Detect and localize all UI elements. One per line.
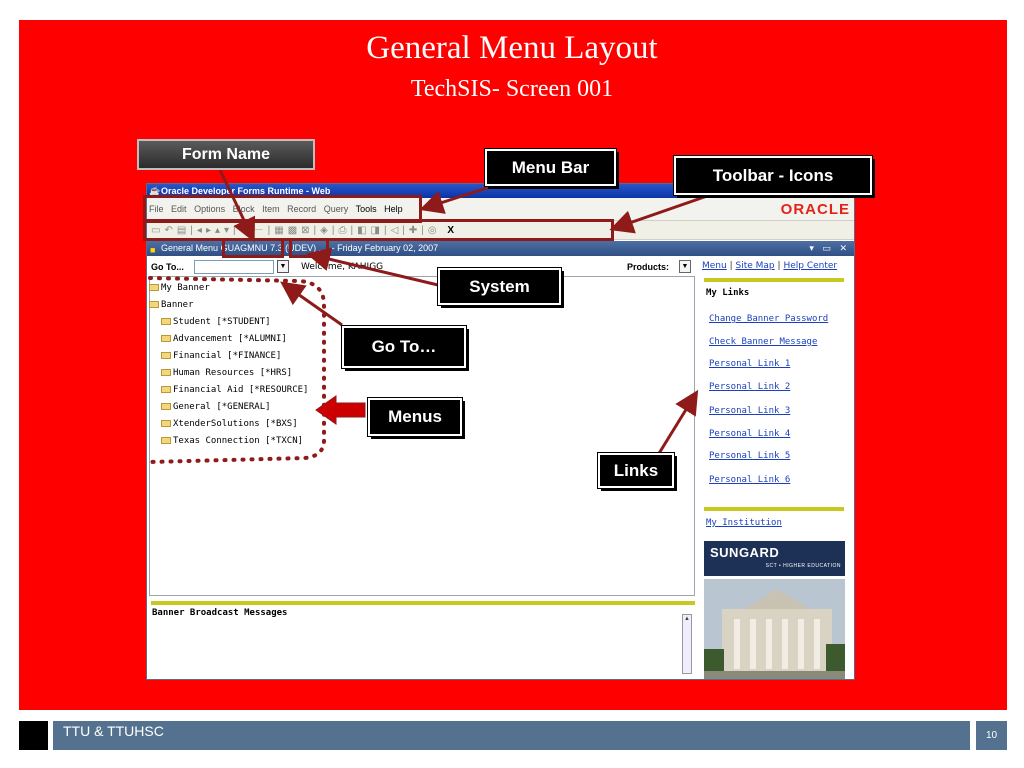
menu-block[interactable]: Block: [232, 204, 255, 214]
page-number: 10: [976, 721, 1007, 750]
oracle-logo: ORACLE: [780, 201, 850, 218]
print-screen-icon[interactable]: ⎙: [338, 225, 351, 236]
speaker-icon[interactable]: ◁: [390, 225, 403, 236]
annotation-goto: Go To…: [342, 326, 466, 368]
sungard-brand: SUNGARD: [710, 545, 780, 560]
footer-text: TTU & TTUHSC: [53, 721, 970, 750]
window-controls[interactable]: ▾ ▭ ✕: [809, 243, 850, 253]
goto-dropdown-icon[interactable]: ▼: [277, 260, 289, 273]
link-personal-5[interactable]: Personal Link 5: [709, 451, 791, 461]
system-name: (UDEV): [285, 243, 317, 253]
link-personal-6[interactable]: Personal Link 6: [709, 475, 791, 485]
tree-item-financial-aid[interactable]: Financial Aid [*RESOURCE]: [149, 382, 308, 399]
link-site-map[interactable]: Site Map: [735, 261, 775, 271]
tree-item-advancement[interactable]: Advancement [*ALUMNI]: [149, 331, 308, 348]
link-check-message[interactable]: Check Banner Message: [709, 337, 818, 347]
window-title: Oracle Developer Forms Runtime - Web: [161, 186, 331, 196]
item-help-icon[interactable]: ◧: [357, 225, 371, 236]
slide-title: General Menu Layout: [366, 30, 658, 66]
menu-item[interactable]: Item: [262, 204, 280, 214]
my-links-heading: My Links: [706, 288, 750, 298]
status-suffix: ...) - Friday February 02, 2007: [318, 243, 439, 253]
exit-icon[interactable]: X: [447, 225, 459, 236]
scroll-up-icon[interactable]: ▲: [684, 616, 690, 622]
link-my-institution[interactable]: My Institution: [706, 518, 782, 528]
menu-help[interactable]: Help: [384, 204, 403, 214]
remove-record-icon[interactable]: －: [253, 225, 268, 236]
menu-record[interactable]: Record: [287, 204, 317, 214]
export-icon[interactable]: ◈: [320, 225, 332, 236]
tree-item-my-banner[interactable]: My Banner: [149, 280, 308, 297]
form-icon: ■: [150, 245, 156, 255]
link-personal-1[interactable]: Personal Link 1: [709, 359, 791, 369]
link-personal-3[interactable]: Personal Link 3: [709, 406, 791, 416]
insert-record-icon[interactable]: ＋: [239, 225, 254, 236]
menu-tools[interactable]: Tools: [355, 204, 377, 214]
menu-file[interactable]: File: [149, 204, 164, 214]
annotation-menu-bar: Menu Bar: [485, 149, 616, 186]
link-menu[interactable]: Menu: [702, 261, 727, 271]
form-name-value: GUAGMNU: [220, 243, 268, 253]
broadcast-label: Banner Broadcast Messages: [152, 608, 288, 618]
link-personal-4[interactable]: Personal Link 4: [709, 429, 791, 439]
products-label: Products:: [627, 262, 670, 272]
products-dropdown-icon[interactable]: ▼: [679, 260, 691, 273]
annotation-form-name: Form Name: [137, 139, 315, 170]
menu-options[interactable]: Options: [194, 204, 226, 214]
form-version: 7.3: [270, 243, 283, 253]
tree-item-financial[interactable]: Financial [*FINANCE]: [149, 348, 308, 365]
annotation-menus: Menus: [368, 398, 462, 436]
help-icon[interactable]: ◎: [427, 225, 441, 236]
cancel-query-icon[interactable]: ⊠: [301, 225, 314, 236]
next-block-icon[interactable]: ▸: [205, 225, 215, 236]
previous-record-icon[interactable]: ▴: [214, 225, 224, 236]
enter-query-icon[interactable]: ▦: [274, 225, 288, 236]
welcome-text: Welcome, KAHIGG: [301, 262, 384, 272]
annotation-toolbar: Toolbar - Icons: [674, 156, 872, 195]
next-record-icon[interactable]: ▾: [224, 225, 234, 236]
tree-item-xtender[interactable]: XtenderSolutions [*BXS]: [149, 416, 308, 433]
status-prefix: General Menu: [161, 243, 219, 253]
execute-query-icon[interactable]: ▩: [287, 225, 302, 236]
print-icon[interactable]: ▤: [176, 225, 191, 236]
save-icon[interactable]: ▭: [151, 225, 165, 236]
toolbar: ▭↶▤|◂▸▴▾|＋－|▦▩⊠|◈|⎙|◧◨|◁|✚|◎ X: [147, 220, 854, 240]
annotation-system: System: [438, 268, 561, 305]
link-help-center[interactable]: Help Center: [783, 261, 838, 271]
menu-edit[interactable]: Edit: [171, 204, 187, 214]
slide-subtitle: TechSIS- Screen 001: [410, 76, 614, 102]
previous-block-icon[interactable]: ◂: [196, 225, 206, 236]
tree-item-texas-connection[interactable]: Texas Connection [*TXCN]: [149, 433, 308, 450]
java-icon: ☕: [149, 186, 161, 196]
menu-query[interactable]: Query: [323, 204, 349, 214]
top-links: Menu | Site Map | Help Center: [702, 261, 838, 271]
link-change-password[interactable]: Change Banner Password: [709, 314, 829, 324]
link-personal-2[interactable]: Personal Link 2: [709, 382, 791, 392]
sungard-subtitle: SCT • HIGHER EDUCATION: [765, 563, 841, 569]
goto-label: Go To...: [151, 262, 184, 272]
tree-item-general[interactable]: General [*GENERAL]: [149, 399, 308, 416]
tree-item-banner[interactable]: Banner: [149, 297, 308, 314]
tree-item-human-resources[interactable]: Human Resources [*HRS]: [149, 365, 308, 382]
tree-item-student[interactable]: Student [*STUDENT]: [149, 314, 308, 331]
online-help-icon[interactable]: ✚: [408, 225, 422, 236]
rollback-icon[interactable]: ↶: [164, 225, 177, 236]
show-keys-icon[interactable]: ◨: [370, 225, 384, 236]
annotation-links: Links: [598, 453, 674, 488]
footer-square: [19, 721, 48, 750]
